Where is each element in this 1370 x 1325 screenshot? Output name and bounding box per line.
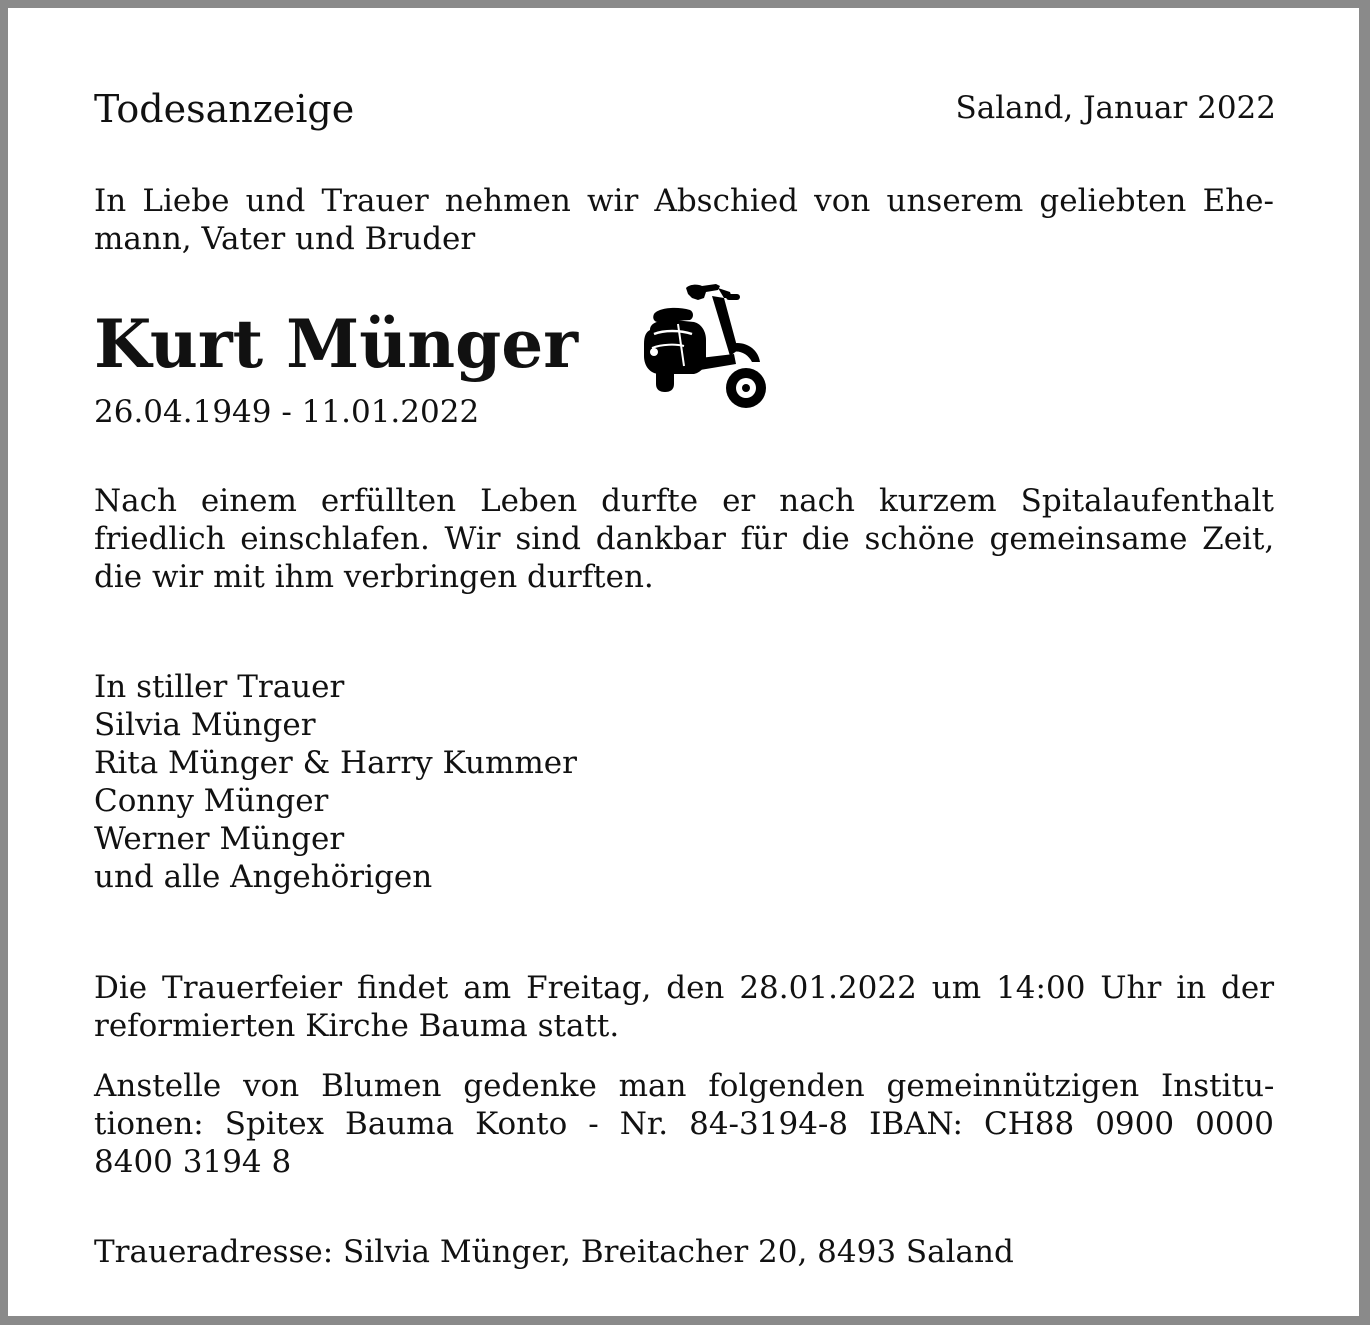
mourning-address <box>94 1233 1274 1271</box>
mourner-line: Rita Münger & Harry Kummer <box>94 745 577 781</box>
scooter-icon <box>640 274 766 414</box>
donations-paragraph <box>94 1067 1274 1181</box>
ceremony-paragraph <box>94 969 1274 1045</box>
message-line: die wir mit ihm verbringen durften. <box>94 559 654 595</box>
life-dates: 26.04.1949 - 11.01.2022 <box>94 394 480 430</box>
ceremony-line: reformierten Kirche Bauma statt. <box>94 1008 620 1044</box>
intro-text <box>94 182 1274 258</box>
notice-heading: Todesanzeige <box>94 87 355 131</box>
ceremony-line: Die Trauerfeier findet am Freitag, den 28.01.2022 um 14:00 Uhr in der <box>94 970 1275 1006</box>
mourner-line: Conny Münger <box>94 783 329 819</box>
mourner-line: Werner Münger <box>94 821 345 857</box>
donations-line: 8400 3194 8 <box>94 1144 292 1180</box>
intro-line: mann, Vater und Bruder <box>94 221 476 257</box>
address-line: Traueradresse: Silvia Münger, Breitacher 20, 8493 Saland <box>94 1234 1014 1270</box>
mourners-list <box>94 668 1274 896</box>
donations-line: tionen: Spitex Bauma Konto - Nr. 84-3194-8 IBAN: CH88 0900 0000 <box>94 1106 1274 1142</box>
donations-line: Anstelle von Blumen gedenke man folgenden gemeinnützigen Institu- <box>94 1068 1275 1104</box>
intro-line: In Liebe und Trauer nehmen wir Abschied von unserem geliebten Ehe- <box>94 183 1274 219</box>
place-and-date: Saland, Januar 2022 <box>955 90 1276 126</box>
message-line: friedlich einschlafen. Wir sind dankbar für die schöne gemeinsame Zeit, <box>94 521 1275 557</box>
message-line: Nach einem erfüllten Leben durfte er nach kurzem Spitalaufenthalt <box>94 483 1274 519</box>
mourner-line: Silvia Münger <box>94 707 316 743</box>
mourner-line: In stiller Trauer <box>94 669 345 705</box>
message-paragraph <box>94 482 1274 596</box>
deceased-name: Kurt Münger <box>94 305 579 383</box>
mourner-line: und alle Angehörigen <box>94 859 433 895</box>
obituary-notice <box>8 8 1359 1316</box>
